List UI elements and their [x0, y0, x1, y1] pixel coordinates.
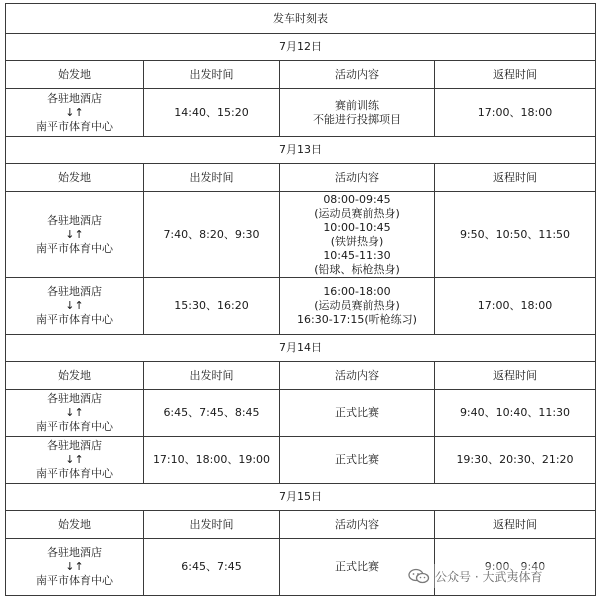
origin-line: ↓↑ — [65, 406, 84, 419]
column-header-return: 返程时间 — [435, 164, 596, 192]
activity-line: 16:30-17:15(听枪练习) — [297, 313, 417, 326]
header-row — [6, 61, 596, 89]
table-row — [6, 437, 596, 484]
origin-line: 南平市体育中心 — [36, 467, 113, 480]
origin-cell — [6, 390, 144, 437]
origin-line: 各驻地酒店 — [47, 392, 102, 405]
origin-line: 各驻地酒店 — [47, 439, 102, 452]
origin-line: ↓↑ — [65, 299, 84, 312]
origin-cell — [6, 192, 144, 278]
watermark — [408, 564, 588, 588]
table-row — [6, 278, 596, 335]
origin-line: 各驻地酒店 — [47, 285, 102, 298]
schedule-body — [6, 4, 596, 596]
activity-cell — [280, 278, 435, 335]
return-time-cell: 9:00、9:40 — [435, 539, 596, 596]
date-cell: 7月14日 — [6, 335, 596, 362]
activity-line: 10:45-11:30 — [323, 248, 391, 262]
header-row — [6, 164, 596, 192]
origin-line: 南平市体育中心 — [36, 119, 113, 133]
return-time-cell: 17:00、18:00 — [435, 89, 596, 137]
title-row — [6, 4, 596, 34]
activity-cell — [280, 390, 435, 437]
return-time-cell: 9:40、10:40、11:30 — [435, 390, 596, 437]
column-header-depart: 出发时间 — [144, 164, 280, 192]
origin-line: 南平市体育中心 — [36, 313, 113, 326]
activity-cell — [280, 192, 435, 278]
activity-cell — [280, 89, 435, 137]
wechat-icon — [408, 568, 430, 584]
activity-line: 正式比赛 — [335, 453, 379, 466]
column-header-activity: 活动内容 — [280, 362, 435, 390]
depart-time-cell: 15:30、16:20 — [144, 278, 280, 335]
origin-line: 各驻地酒店 — [47, 546, 102, 559]
origin-cell — [6, 89, 144, 137]
origin-line: 各驻地酒店 — [47, 213, 102, 227]
depart-time-cell: 6:45、7:45 — [144, 539, 280, 596]
header-row — [6, 511, 596, 539]
activity-line: (铅球、标枪热身) — [314, 262, 400, 276]
watermark-text: 公众号 · 大武夷体育 — [435, 569, 543, 584]
column-header-activity: 活动内容 — [280, 164, 435, 192]
activity-line: (运动员赛前热身) — [314, 299, 400, 312]
column-header-depart: 出发时间 — [144, 362, 280, 390]
activity-line: 16:00-18:00 — [323, 285, 391, 298]
origin-line: 各驻地酒店 — [47, 91, 102, 105]
column-header-activity: 活动内容 — [280, 61, 435, 89]
return-time-cell: 17:00、18:00 — [435, 278, 596, 335]
column-header-origin: 始发地 — [6, 362, 144, 390]
activity-line: (铁饼热身) — [330, 234, 384, 248]
header-row — [6, 362, 596, 390]
column-header-origin: 始发地 — [6, 164, 144, 192]
date-cell: 7月12日 — [6, 34, 596, 61]
origin-line: ↓↑ — [65, 105, 84, 119]
activity-line: 不能进行投掷项目 — [313, 112, 401, 126]
date-cell: 7月13日 — [6, 137, 596, 164]
date-cell: 7月15日 — [6, 484, 596, 511]
column-header-origin: 始发地 — [6, 511, 144, 539]
column-header-return: 返程时间 — [435, 362, 596, 390]
schedule-table — [5, 3, 596, 596]
origin-cell — [6, 278, 144, 335]
table-row — [6, 192, 596, 278]
depart-time-cell: 7:40、8:20、9:30 — [144, 192, 280, 278]
activity-line: 08:00-09:45 — [323, 192, 391, 206]
table-row — [6, 89, 596, 137]
column-header-return: 返程时间 — [435, 61, 596, 89]
date-row — [6, 137, 596, 164]
activity-cell — [280, 437, 435, 484]
origin-line: 南平市体育中心 — [36, 241, 113, 255]
origin-line: ↓↑ — [65, 227, 84, 241]
column-header-activity: 活动内容 — [280, 511, 435, 539]
origin-cell — [6, 437, 144, 484]
origin-line: ↓↑ — [65, 453, 84, 466]
depart-time-cell: 6:45、7:45、8:45 — [144, 390, 280, 437]
origin-line: 南平市体育中心 — [36, 574, 113, 587]
activity-line: 赛前训练 — [335, 98, 379, 112]
column-header-origin: 始发地 — [6, 61, 144, 89]
date-row — [6, 34, 596, 61]
return-time-cell: 9:50、10:50、11:50 — [435, 192, 596, 278]
activity-line: 10:00-10:45 — [323, 220, 391, 234]
date-row — [6, 484, 596, 511]
activity-line: 正式比赛 — [335, 406, 379, 419]
date-row — [6, 335, 596, 362]
origin-cell — [6, 539, 144, 596]
activity-line: 正式比赛 — [335, 560, 379, 573]
column-header-return: 返程时间 — [435, 511, 596, 539]
table-title: 发车时刻表 — [6, 4, 596, 34]
activity-line: (运动员赛前热身) — [314, 206, 400, 220]
column-header-depart: 出发时间 — [144, 511, 280, 539]
table-row — [6, 390, 596, 437]
origin-line: ↓↑ — [65, 560, 84, 573]
return-time-cell: 19:30、20:30、21:20 — [435, 437, 596, 484]
depart-time-cell: 17:10、18:00、19:00 — [144, 437, 280, 484]
origin-line: 南平市体育中心 — [36, 420, 113, 433]
column-header-depart: 出发时间 — [144, 61, 280, 89]
depart-time-cell: 14:40、15:20 — [144, 89, 280, 137]
